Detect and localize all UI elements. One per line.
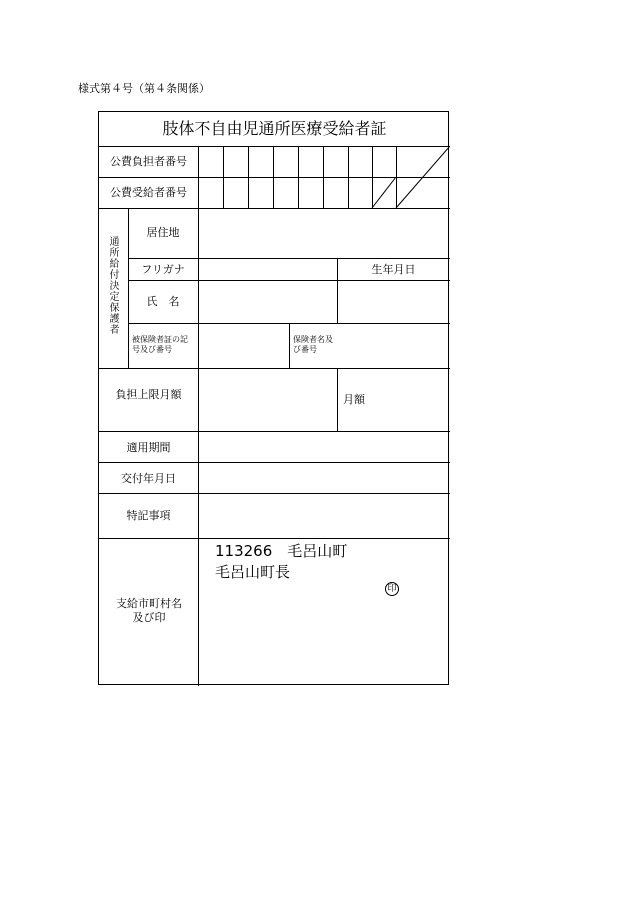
issue-date-label: 交付年月日 [121,472,176,485]
monthly-amount-label: 月額 [343,393,365,406]
address-label: 居住地 [146,226,180,239]
furigana-label: フリガナ [141,263,185,276]
recipient-number-label: 公費受給者番号 [110,186,187,199]
special-notes-label: 特記事項 [126,509,171,522]
guardian-section-label: 通所給付決定保護者 [107,236,118,335]
municipality-label: 支給市町村名及び印 [116,597,182,624]
seal-mark: 印 [385,582,399,596]
birth-date-label: 生年月日 [371,263,416,276]
issuer-line-2: 毛呂山町長 [215,563,291,581]
issuer-line-1: 113266 毛呂山町 [215,542,348,560]
name-label: 氏 名 [146,295,180,308]
burden-limit-label: 負担上限月額 [115,388,182,401]
valid-period-label: 適用期間 [126,441,171,454]
insurer-label: 保険者名及び番号 [293,335,333,354]
payer-number-label: 公費負担者番号 [110,155,187,168]
form-number-label: 様式第４号（第４条関係） [78,82,210,95]
form-title: 肢体不自由児通所医療受給者証 [162,119,387,138]
certificate-form [98,111,449,685]
insured-card-label: 被保険者証の記号及び番号 [132,335,188,354]
